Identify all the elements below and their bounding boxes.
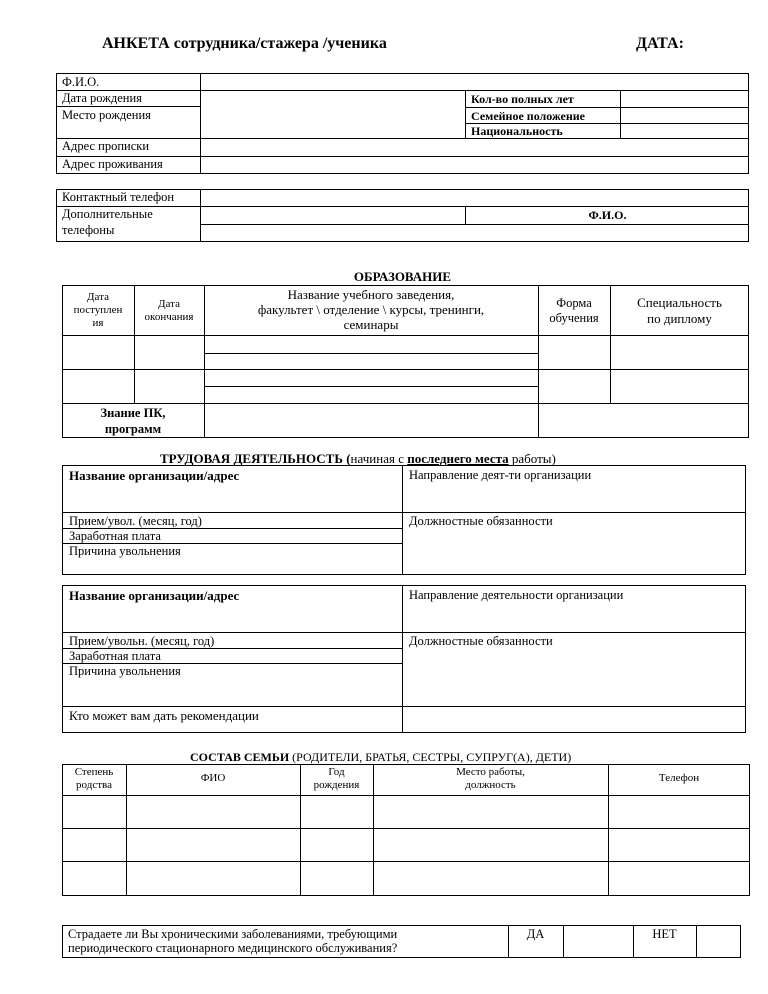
- reg-address-field[interactable]: [201, 139, 748, 155]
- birth-place-label: Место рождения: [62, 108, 151, 122]
- reg-address-label: Адрес прописки: [62, 139, 150, 153]
- family-row-3[interactable]: [63, 862, 749, 895]
- family-row-1[interactable]: [63, 796, 749, 828]
- live-address-field[interactable]: [201, 157, 748, 173]
- health-yes-checkbox[interactable]: [564, 926, 632, 957]
- work1-reason-label: Причина увольнения: [69, 544, 181, 558]
- family-col-rel-2: родства: [76, 779, 112, 791]
- phone-field[interactable]: [201, 190, 748, 205]
- work2-duties-label: Должностные обязанности: [409, 634, 553, 648]
- work2-dates-label: Прием/увольн. (месяц, год): [69, 634, 215, 648]
- edu-col-start-2: поступлен: [73, 304, 123, 316]
- full-years-label: Кол-во полных лет: [471, 92, 574, 106]
- work-title: [160, 451, 556, 466]
- fio-label: Ф.И.О.: [62, 75, 100, 89]
- marital-status-label: Семейное положение: [471, 109, 586, 123]
- work2-direction-label: Направление деятельности организации: [409, 588, 624, 602]
- edu-row-1[interactable]: [63, 336, 204, 369]
- work1-dates-label: Прием/увол. (месяц, год): [69, 514, 202, 528]
- family-col-year-2: рождения: [313, 779, 360, 791]
- work-title-note-c: работы): [508, 451, 556, 466]
- health-yes-label: ДА: [526, 927, 545, 941]
- family-title-rest: (РОДИТЕЛИ, БРАТЬЯ, СЕСТРЫ, СУПРУГ(А), ДЕТИ): [289, 750, 572, 764]
- family-title-bold: СОСТАВ СЕМЬИ: [190, 750, 290, 764]
- work2-org-label: Название организации/адрес: [69, 588, 240, 603]
- edu-col-form-2: обучения: [549, 311, 599, 325]
- work1-org-label: Название организации/адрес: [69, 468, 240, 483]
- edu-col-start-3: ия: [92, 317, 104, 329]
- pc-skills-field[interactable]: [205, 404, 748, 437]
- health-no-checkbox[interactable]: [697, 926, 740, 957]
- work2-salary-label: Заработная плата: [69, 649, 161, 663]
- work-title-note-a: начиная с: [350, 451, 408, 466]
- edu-row-2[interactable]: [63, 370, 204, 403]
- birth-field[interactable]: [201, 91, 464, 137]
- edu-col-name-3: семинары: [343, 317, 399, 332]
- full-years-field[interactable]: [621, 91, 748, 106]
- family-title: [190, 750, 571, 764]
- work1-salary-label: Заработная плата: [69, 529, 161, 543]
- marital-status-field[interactable]: [621, 108, 748, 122]
- health-question-1: Страдаете ли Вы хроническими заболеваниями, требующими: [68, 927, 398, 941]
- pc-skills-label-1: Знание ПК,: [100, 406, 166, 420]
- edu-col-spec-1: Специальность: [637, 295, 722, 310]
- work1-direction-label: Направление деят-ти организации: [409, 468, 592, 482]
- recommend-label: Кто может вам дать рекомендации: [69, 708, 259, 723]
- family-row-2[interactable]: [63, 829, 749, 861]
- education-title: ОБРАЗОВАНИЕ: [353, 269, 452, 284]
- family-col-phone: Телефон: [658, 772, 700, 784]
- health-question-2: периодического стационарного медицинского обслуживания?: [68, 941, 398, 955]
- phone-label: Контактный телефон: [62, 190, 175, 204]
- form-title: АНКЕТА сотрудника/стажера /ученика: [102, 35, 387, 52]
- work2-reason-label: Причина увольнения: [69, 664, 181, 678]
- edu-col-spec-2: по диплому: [647, 311, 712, 326]
- work1-duties-label: Должностные обязанности: [409, 514, 553, 528]
- extra-phone-field-2[interactable]: [201, 225, 748, 241]
- nationality-field[interactable]: [621, 124, 748, 137]
- family-col-fio: ФИО: [200, 772, 226, 784]
- work-title-main: ТРУДОВАЯ ДЕЯТЕЛЬНОСТЬ (: [160, 451, 351, 466]
- pc-skills-label-2: программ: [104, 422, 162, 436]
- edu-col-end-1: Дата: [158, 298, 180, 310]
- family-col-work-1: Место работы,: [456, 766, 525, 778]
- contact-fio-label: Ф.И.О.: [588, 208, 627, 222]
- work-title-note-b: последнего места: [407, 451, 509, 466]
- edu-col-form-1: Форма: [556, 296, 592, 310]
- edu-col-end-2: окончания: [144, 311, 194, 323]
- fio-field[interactable]: [201, 74, 748, 89]
- nationality-label: Национальность: [471, 124, 563, 138]
- family-col-work-2: должность: [465, 779, 516, 791]
- extra-phones-label-2: телефоны: [62, 223, 115, 237]
- family-col-rel-1: Степень: [74, 766, 114, 778]
- birth-date-label: Дата рождения: [62, 91, 142, 105]
- health-no-label: НЕТ: [652, 927, 677, 941]
- edu-col-name-2: факультет \ отделение \ курсы, тренинги,: [257, 302, 485, 317]
- edu-col-name-1: Название учебного заведения,: [287, 287, 455, 302]
- edu-col-start-1: Дата: [87, 291, 109, 303]
- extra-phones-label-1: Дополнительные: [62, 207, 153, 221]
- date-label: ДАТА:: [636, 35, 684, 52]
- family-col-year-1: Год: [328, 766, 345, 778]
- live-address-label: Адрес проживания: [62, 157, 163, 171]
- extra-phone-field[interactable]: [201, 207, 464, 223]
